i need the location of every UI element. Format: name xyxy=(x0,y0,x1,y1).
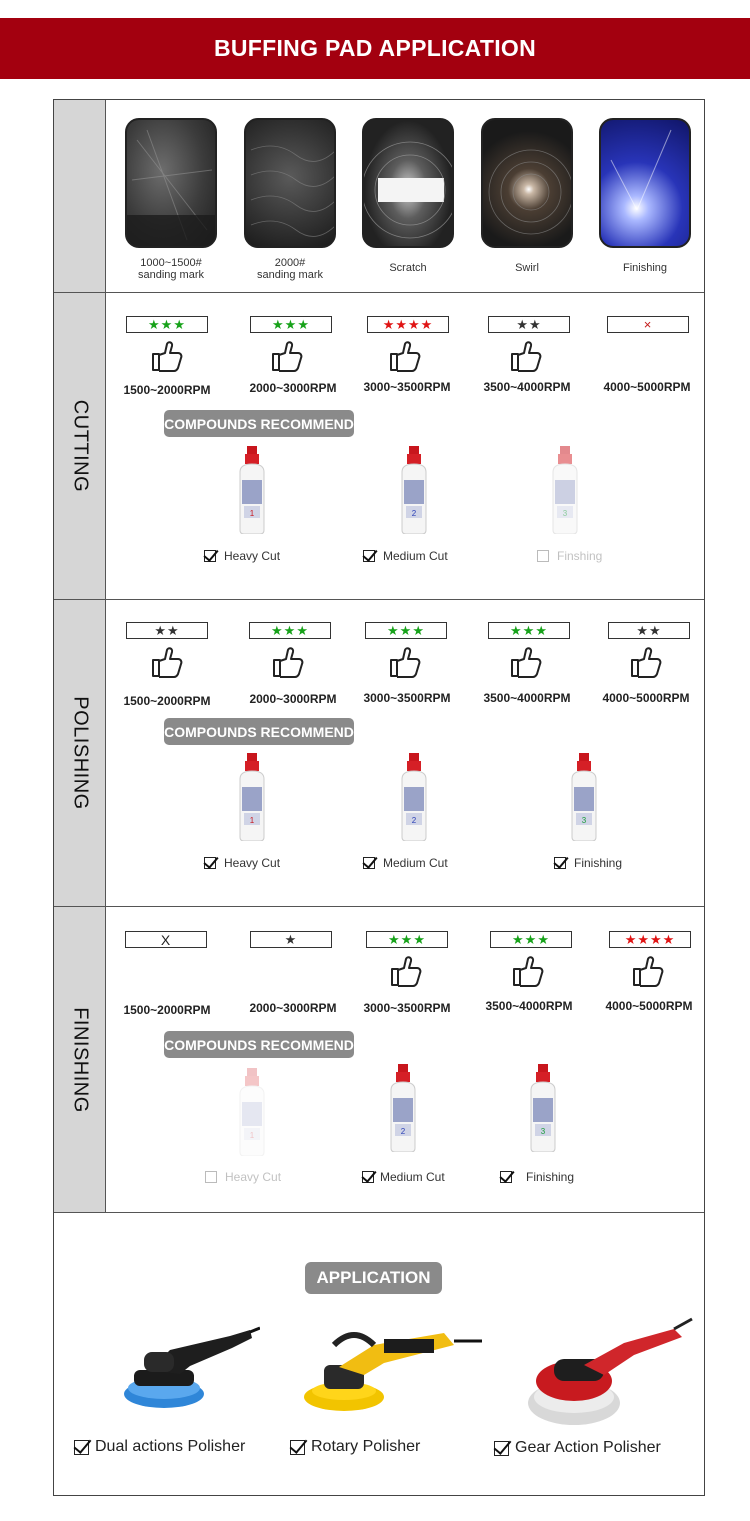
rating-stars: ★★ xyxy=(636,623,662,638)
gear-action-polisher-icon xyxy=(524,1313,694,1428)
thumbs-up-icon xyxy=(511,955,545,987)
application-label: APPLICATION xyxy=(305,1262,442,1294)
rating-box xyxy=(488,316,570,333)
thumbs-up-icon xyxy=(270,340,304,372)
compound-bottle-1-icon xyxy=(232,1068,272,1156)
compound-check-finishing[interactable] xyxy=(500,1170,574,1184)
section-label-cutting: CUTTING xyxy=(69,399,92,493)
check-label: Heavy Cut xyxy=(224,549,281,563)
rating-box xyxy=(366,931,448,948)
checkbox[interactable] xyxy=(290,1440,305,1455)
caption-sanding-2000: 2000# sanding mark xyxy=(256,257,324,281)
compound-bottle-3-icon xyxy=(523,1064,563,1152)
thumbs-up-icon xyxy=(388,340,422,372)
rpm-label: 3000~3500RPM xyxy=(363,380,451,394)
compound-bottle-3-icon xyxy=(564,753,604,841)
cutting-side xyxy=(54,293,106,599)
compound-check-medium-cut[interactable] xyxy=(363,856,448,870)
check-label: Finishing xyxy=(574,856,623,870)
checkbox[interactable] xyxy=(363,857,375,869)
rating-stars: ★★★★ xyxy=(624,932,676,947)
compound-bottle-2-icon xyxy=(383,1064,423,1152)
rating-box xyxy=(608,622,690,639)
thumbs-up-icon xyxy=(388,646,422,678)
rating-stars: ★★★ xyxy=(512,932,550,947)
rating-box xyxy=(607,316,689,333)
thumbs-up-icon xyxy=(271,646,305,678)
rpm-label: 2000~3000RPM xyxy=(249,692,337,706)
thumbs-up-icon xyxy=(509,646,543,678)
checkbox[interactable] xyxy=(494,1441,509,1456)
thumb-sanding-2000 xyxy=(244,118,336,248)
thumb-swirl xyxy=(481,118,573,248)
svg-text:3: 3 xyxy=(562,509,568,518)
caption-finishing: Finishing xyxy=(622,262,668,274)
rating-stars: ★★★ xyxy=(387,623,425,638)
rating-stars: ★★★ xyxy=(271,623,309,638)
section-label-finishing: FINISHING xyxy=(69,1006,92,1113)
tool-label: Rotary Polisher xyxy=(311,1438,421,1455)
thumb-scratch xyxy=(362,118,454,248)
rpm-label: 3500~4000RPM xyxy=(483,380,571,394)
compound-bottle-2-icon xyxy=(394,446,434,534)
rpm-label: 3500~4000RPM xyxy=(485,999,573,1013)
rating-stars: × xyxy=(643,317,653,332)
rating-box xyxy=(249,622,331,639)
finishing-side xyxy=(54,907,106,1212)
checkbox[interactable] xyxy=(500,1171,512,1183)
section-cutting xyxy=(54,293,704,600)
thumb-sanding-1000 xyxy=(125,118,217,248)
check-label: Finshing xyxy=(557,549,603,563)
tool-label: Dual actions Polisher xyxy=(95,1438,246,1455)
thumbs-up-icon xyxy=(150,646,184,678)
thumbs-up-icon xyxy=(631,955,665,987)
tool-check-dual-action[interactable] xyxy=(74,1438,245,1456)
compound-check-finishing[interactable] xyxy=(554,856,622,870)
rating-box xyxy=(490,931,572,948)
checkbox[interactable] xyxy=(554,857,566,869)
compound-bottle-1-icon xyxy=(232,446,272,534)
rating-box xyxy=(126,622,208,639)
tool-check-rotary[interactable] xyxy=(290,1438,420,1456)
rating-box xyxy=(367,316,449,333)
checkbox[interactable] xyxy=(363,550,375,562)
rating-stars: ★ xyxy=(284,932,298,947)
check-label: Medium Cut xyxy=(383,856,448,870)
rpm-label: 2000~3000RPM xyxy=(249,1001,337,1015)
application-table xyxy=(53,99,705,1496)
rating-box xyxy=(126,316,208,333)
rating-box xyxy=(250,316,332,333)
svg-text:2: 2 xyxy=(411,509,417,518)
section-label-polishing: POLISHING xyxy=(69,696,92,810)
rpm-label: 2000~3000RPM xyxy=(249,381,337,395)
compounds-recommend-label: COMPOUNDS RECOMMEND xyxy=(164,718,354,745)
caption-sanding-1000: 1000~1500# sanding mark xyxy=(137,257,205,281)
rpm-label: 1500~2000RPM xyxy=(123,1003,211,1017)
compound-bottle-2-icon xyxy=(394,753,434,841)
rpm-label: 3500~4000RPM xyxy=(483,691,571,705)
conditions-row xyxy=(54,100,704,293)
svg-text:1: 1 xyxy=(249,1131,255,1140)
rating-box xyxy=(125,931,207,948)
rpm-label: 3000~3500RPM xyxy=(363,691,451,705)
tool-label: Gear Action Polisher xyxy=(515,1439,661,1456)
rating-stars: X xyxy=(160,931,172,948)
check-label: Medium Cut xyxy=(383,549,448,563)
svg-text:3: 3 xyxy=(581,816,587,825)
section-application xyxy=(54,1213,704,1495)
dual-action-polisher-icon xyxy=(120,1308,260,1418)
rpm-label: 1500~2000RPM xyxy=(123,383,211,397)
rating-stars: ★★ xyxy=(516,317,542,332)
checkbox[interactable] xyxy=(537,550,549,562)
thumbs-up-icon xyxy=(629,646,663,678)
rating-box xyxy=(250,931,332,948)
check-label: Finishing xyxy=(526,1170,575,1184)
rpm-label: 4000~5000RPM xyxy=(602,691,690,705)
svg-text:1: 1 xyxy=(249,816,255,825)
checkbox[interactable] xyxy=(362,1171,374,1183)
svg-text:3: 3 xyxy=(540,1127,546,1136)
check-label: Heavy Cut xyxy=(224,856,281,870)
rating-box xyxy=(488,622,570,639)
rating-stars: ★★ xyxy=(154,623,180,638)
polishing-side xyxy=(54,600,106,906)
compound-check-medium-cut[interactable] xyxy=(363,549,448,563)
check-label: Heavy Cut xyxy=(225,1170,282,1184)
svg-text:2: 2 xyxy=(411,816,417,825)
compound-bottle-3-icon xyxy=(545,446,585,534)
rotary-polisher-icon xyxy=(304,1305,484,1420)
side-blank xyxy=(54,100,106,292)
rating-stars: ★★★ xyxy=(148,317,186,332)
check-label: Medium Cut xyxy=(380,1170,445,1184)
checkbox[interactable] xyxy=(74,1440,89,1455)
compounds-recommend-label: COMPOUNDS RECOMMEND xyxy=(164,410,354,437)
tool-check-gear-action[interactable] xyxy=(494,1439,661,1457)
compound-check-medium-cut[interactable] xyxy=(362,1170,445,1184)
checkbox[interactable] xyxy=(204,550,216,562)
thumbs-up-icon xyxy=(509,340,543,372)
thumbs-up-icon xyxy=(150,340,184,372)
compounds-recommend-label: COMPOUNDS RECOMMEND xyxy=(164,1031,354,1058)
thumbs-up-icon xyxy=(389,955,423,987)
page-title: BUFFING PAD APPLICATION xyxy=(0,18,750,79)
caption-swirl: Swirl xyxy=(515,262,539,274)
rating-stars: ★★★ xyxy=(388,932,426,947)
checkbox[interactable] xyxy=(204,857,216,869)
svg-text:2: 2 xyxy=(400,1127,406,1136)
rpm-label: 1500~2000RPM xyxy=(123,694,211,708)
section-polishing xyxy=(54,600,704,907)
caption-scratch: Scratch xyxy=(389,262,427,274)
rating-box xyxy=(609,931,691,948)
compound-check-finishing[interactable] xyxy=(537,549,602,563)
rpm-label: 4000~5000RPM xyxy=(605,999,693,1013)
rpm-label: 4000~5000RPM xyxy=(603,380,691,394)
section-finishing xyxy=(54,907,704,1213)
compound-bottle-1-icon xyxy=(232,753,272,841)
rpm-label: 3000~3500RPM xyxy=(363,1001,451,1015)
svg-text:1: 1 xyxy=(249,509,255,518)
compound-check-heavy-cut[interactable] xyxy=(204,549,280,563)
compound-check-heavy-cut[interactable] xyxy=(205,1170,281,1184)
rating-stars: ★★★ xyxy=(272,317,310,332)
rating-stars: ★★★★ xyxy=(382,317,434,332)
checkbox[interactable] xyxy=(205,1171,217,1183)
thumb-finishing xyxy=(599,118,691,248)
compound-check-heavy-cut[interactable] xyxy=(204,856,280,870)
rating-box xyxy=(365,622,447,639)
rating-stars: ★★★ xyxy=(510,623,548,638)
